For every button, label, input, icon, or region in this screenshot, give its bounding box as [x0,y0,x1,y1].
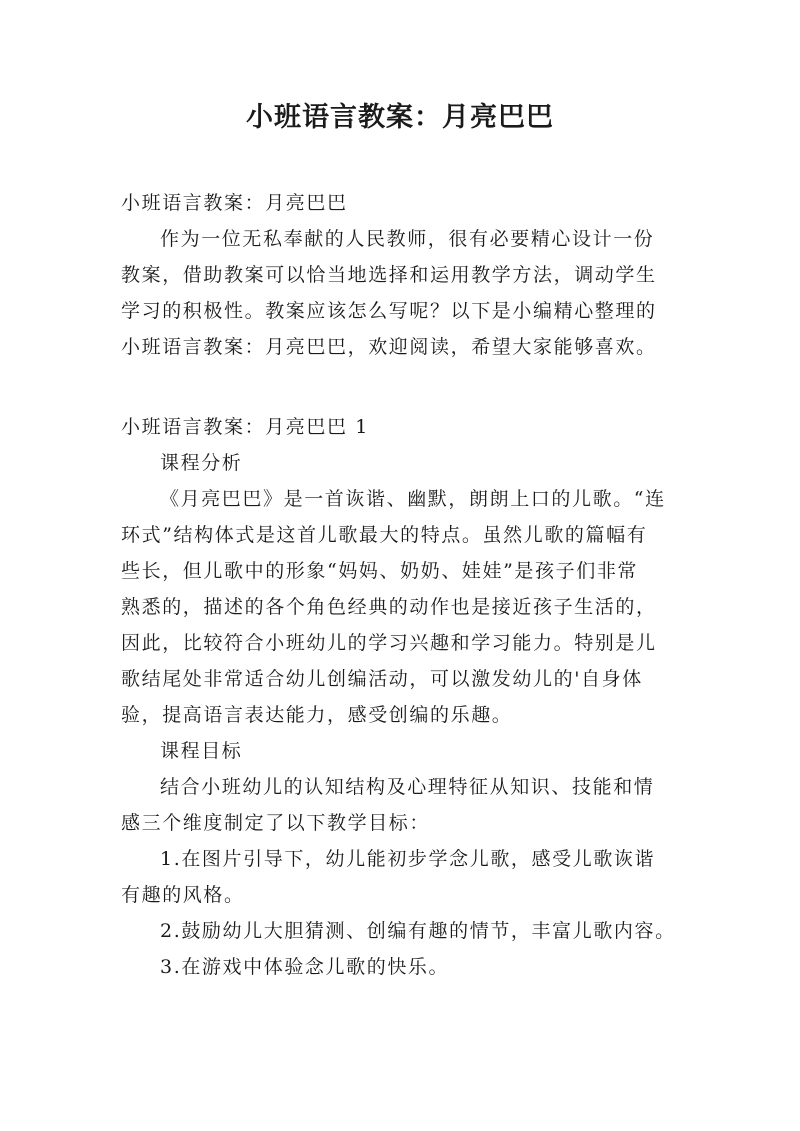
course-goals-intro-line: 感三个维度制定了以下教学目标： [121,812,431,834]
course-analysis-line: 些长，但儿歌中的形象“妈妈、奶奶、娃娃”是孩子们非常 [121,560,639,582]
intro-paragraph-line: 作为一位无私奉献的人民教师，很有必要精心设计一份 [160,228,655,250]
course-goals-heading: 课程目标 [160,740,243,762]
document-title: 小班语言教案：月亮巴巴 [246,102,554,133]
goal-1-line: 1.在图片引导下，幼儿能初步学念儿歌，感受儿歌诙谐 [160,848,656,870]
goal-1-line: 有趣的风格。 [121,884,245,906]
intro-block [121,185,687,365]
course-analysis-line: 歌结尾处非常适合幼儿创编活动，可以激发幼儿的'自身体 [121,668,643,690]
course-analysis-line: 熟悉的，描述的各个角色经典的动作也是接近孩子生活的， [121,596,657,618]
course-analysis-line: 《月亮巴巴》是一首诙谐、幽默，朗朗上口的儿歌。“连 [160,488,666,510]
course-analysis-heading: 课程分析 [160,452,243,474]
goal-2: 2.鼓励幼儿大胆猜测、创编有趣的情节，丰富儿歌内容。 [160,920,676,942]
course-analysis-line: 验，提高语言表达能力，感受创编的乐趣。 [121,704,513,726]
intro-heading: 小班语言教案：月亮巴巴 [121,192,348,214]
intro-paragraph-line: 教案，借助教案可以恰当地选择和运用教学方法，调动学生 [121,264,657,286]
course-analysis-line: 因此，比较符合小班幼儿的学习兴趣和学习能力。特别是儿 [121,632,657,654]
section-1 [121,409,687,985]
intro-paragraph-line: 学习的积极性。教案应该怎么写呢？以下是小编精心整理的 [121,300,657,322]
goal-3: 3.在游戏中体验念儿歌的快乐。 [160,956,450,978]
section-heading: 小班语言教案：月亮巴巴 1 [121,416,369,438]
intro-paragraph-line: 小班语言教案：月亮巴巴，欢迎阅读，希望大家能够喜欢。 [121,336,657,358]
course-analysis-line: 环式”结构体式是这首儿歌最大的特点。虽然儿歌的篇幅有 [121,524,648,546]
course-goals-intro-line: 结合小班幼儿的认知结构及心理特征从知识、技能和情 [160,776,655,798]
